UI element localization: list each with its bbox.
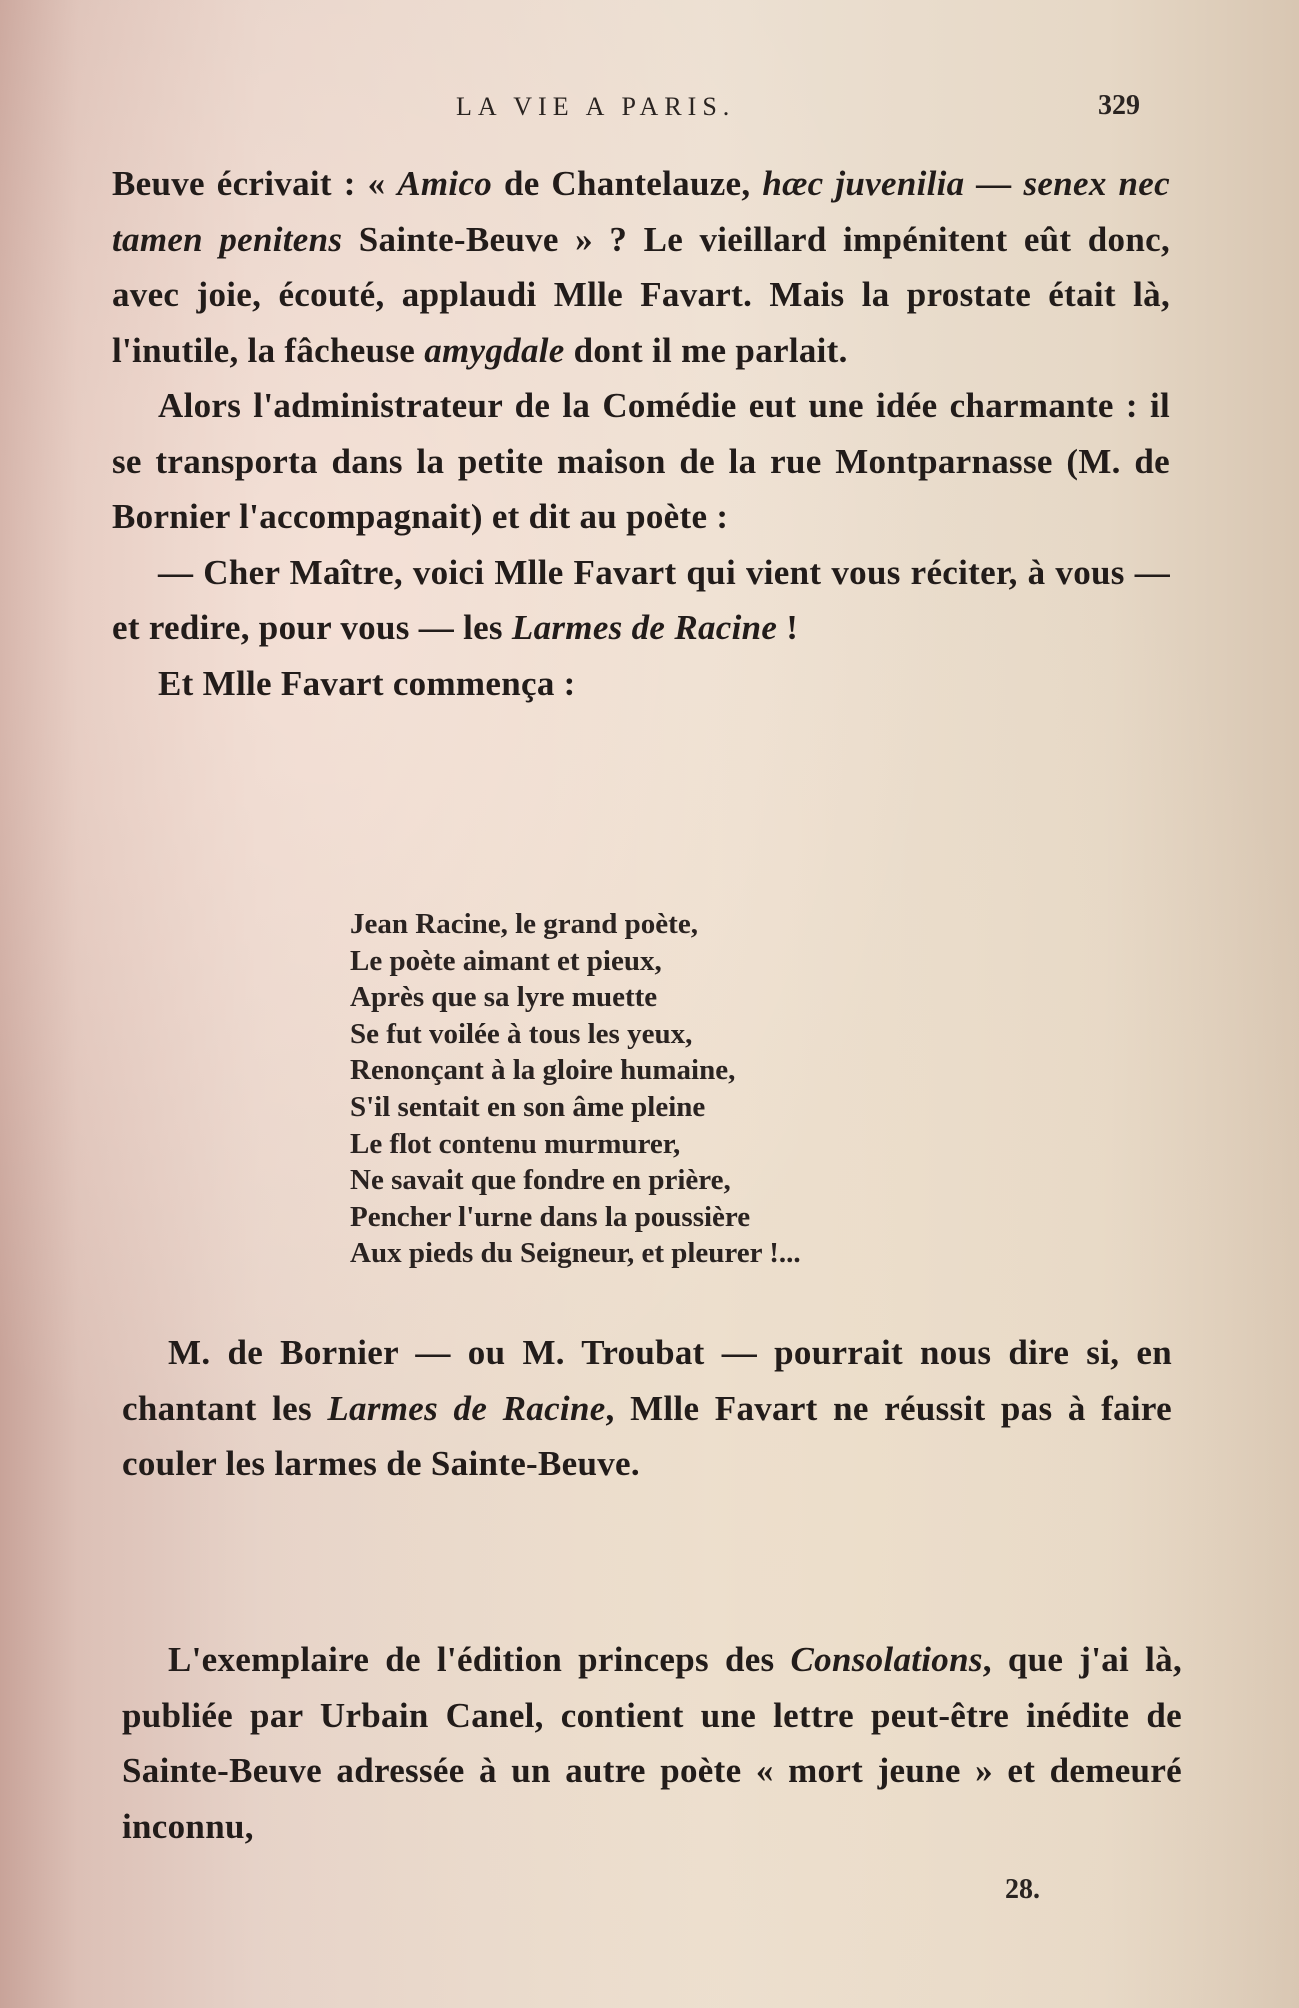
italic-run: hæc juvenilia — senex nec tamen penitens: [112, 164, 1170, 259]
paragraph: [112, 378, 1170, 545]
poem-line: Aux pieds du Seigneur, et pleurer !...: [350, 1237, 801, 1270]
poem-line: Pencher l'urne dans la poussière: [350, 1200, 751, 1233]
poem-line: Ne savait que fondre en prière,: [350, 1164, 731, 1197]
text-run: , que j'ai là, publiée par Urbain Canel, contient une lettre peut-être inédite de Sainte-Beuve adressée à un autre poète « mort jeune » et demeuré inconnu,: [122, 1640, 1182, 1846]
italic-run: Amico: [397, 164, 493, 203]
poem-line: Renonçant à la gloire humaine,: [350, 1054, 736, 1087]
poem-line: Le poète aimant et pieux,: [350, 944, 662, 977]
text-block-bottom: [122, 1632, 1182, 1854]
text-run: Et Mlle Favart commença :: [158, 663, 576, 703]
text-run: dont il me parlait.: [564, 330, 848, 370]
paragraph: [122, 1632, 1182, 1854]
text-run: , Mlle Favart ne réussit pas à faire couler les larmes de Sainte-Beuve.: [122, 1388, 1172, 1483]
paragraph: [112, 156, 1170, 378]
text-run: de Chantelauze,: [492, 164, 763, 203]
italic-run: Larmes de Racine: [511, 608, 778, 647]
poem-line: S'il sentait en son âme pleine: [350, 1090, 706, 1123]
text-block-top: [112, 156, 1170, 711]
paragraph: [112, 656, 1170, 712]
poem-line: Se fut voilée à tous les yeux,: [350, 1017, 693, 1050]
text-run: Sainte-Beuve » ? Le vieillard impénitent eût donc, avec joie, écouté, applaudi Mlle Favart. Mais la prostate était là, l'inutile, la fâcheuse: [112, 219, 1170, 370]
text-run: — Cher Maître, voici Mlle Favart qui vient vous réciter, à vous — et redire, pour vous — les: [112, 552, 1170, 647]
text-run: !: [777, 608, 799, 647]
poem-line: Après que sa lyre muette: [350, 981, 658, 1014]
text-block-middle: [122, 1325, 1172, 1492]
italic-run: amygdale: [424, 330, 565, 370]
text-run: Beuve écrivait : «: [112, 164, 398, 203]
italic-run: Larmes de Racine: [327, 1388, 606, 1428]
italic-run: Consolations: [790, 1640, 983, 1679]
poem-line: Le flot contenu murmurer,: [350, 1127, 681, 1160]
poem-line: Jean Racine, le grand poète,: [350, 908, 698, 940]
poem: [350, 906, 801, 1272]
text-run: L'exemplaire de l'édition princeps des: [168, 1640, 791, 1679]
paragraph: [122, 1325, 1172, 1492]
paragraph: [112, 545, 1170, 656]
signature-mark: 28.: [1005, 1874, 1040, 1905]
text-run: Alors l'administrateur de la Comédie eut une idée charmante : il se transporta dans la petite maison de la rue Montparnasse (M. de Bornier l'accompagnait) et dit au poète :: [112, 386, 1170, 536]
text-run: M. de Bornier — ou M. Troubat — pourrait nous dire si, en chantant les: [122, 1333, 1172, 1428]
running-head: LA VIE A PARIS.: [456, 92, 736, 121]
page-number: 329: [1098, 90, 1140, 121]
